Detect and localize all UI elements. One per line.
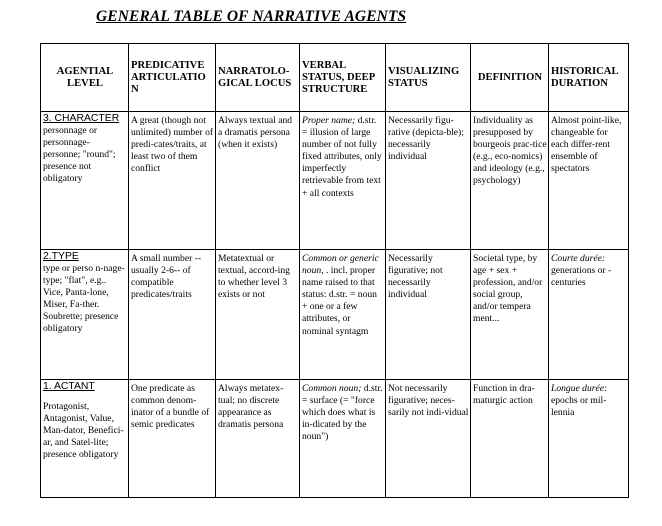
header-historical-duration: HISTORICAL DURATION <box>549 44 629 112</box>
verbal-text: d.str. = illusion of large number of not fully fixed attributes, only imperfectly retrievable from text + all contexts <box>302 115 382 199</box>
page-title: GENERAL TABLE OF NARRATIVE AGENTS <box>96 8 407 25</box>
cell-duration <box>549 380 629 498</box>
cell-duration <box>549 250 629 380</box>
cell-predicative: One predicate as common denom-inator of a bundle of semic predicates <box>129 380 216 498</box>
cell-locus: Always textual and a dramatis persona (when it exists) <box>216 112 300 250</box>
cell-duration: Almost point-like, changeable for each differ-rent ensemble of spectators <box>549 112 629 250</box>
verbal-lead: Common or generic noun, <box>302 253 379 277</box>
cell-visualizing: Not necessarily figurative; neces-sarily not indi-vidual <box>386 380 471 498</box>
verbal-lead: Proper name; <box>302 115 356 126</box>
duration-text: generations or -centuries <box>551 265 612 289</box>
duration-lead: Longue durée: <box>551 383 608 394</box>
cell-definition: Function in dra-maturgic action <box>471 380 549 498</box>
duration-text: epochs or mil-lennia <box>551 395 607 419</box>
table-row-actant <box>41 380 629 498</box>
cell-verbal-status <box>300 380 386 498</box>
verbal-text: d.str. = surface (= "force which does what is in-dicated by the noun") <box>302 383 383 443</box>
cell-locus: Always metatex-tual; no discrete appearance as dramatis persona <box>216 380 300 498</box>
table-row-type <box>41 250 629 380</box>
level-label: 2.TYPE <box>43 251 79 262</box>
cell-definition: Societal type, by age + sex + profession, and/or social group, and/or tempera ment... <box>471 250 549 380</box>
header-narratological-locus: NARRATOLO-GICAL LOCUS <box>216 44 300 112</box>
header-agential-level: AGENTIAL LEVEL <box>41 44 129 112</box>
cell-definition: Individuality as presupposed by bourgeois prac-tice (e.g., eco-nomics) and ideology (e.g., psychology) <box>471 112 549 250</box>
cell-visualizing: Necessarily figu-rative (depicta-ble); necessarily individual <box>386 112 471 250</box>
level-description: type or perso n-nage-type; "flat", e.g.. Vice, Panta-lone, Miser, Fa-ther. Soubrette; presence obligatory <box>43 263 125 335</box>
cell-verbal-status <box>300 112 386 250</box>
cell-predicative: A great (though not unlimited) number of predi-cates/traits, at least two of them conflict <box>129 112 216 250</box>
cell-predicative: A small number --usually 2-6-- of compatible predicates/traits <box>129 250 216 380</box>
cell-verbal-status <box>300 250 386 380</box>
header-predicative-articulation: PREDICATIVE ARTICULATIO N <box>129 44 216 112</box>
level-label: 3. CHARACTER <box>43 113 120 124</box>
header-definition: DEFINITION <box>471 44 549 112</box>
verbal-text: . incl. proper name raised to that status: d.str. = noun + one or a few attributes, or nominal syntagm <box>302 265 377 337</box>
cell-visualizing: Necessarily figurative; not necessarily individual <box>386 250 471 380</box>
header-visualizing-status: VISUALIZING STATUS <box>386 44 471 112</box>
table-row-character <box>41 112 629 250</box>
level-description: Protagonist, Antagonist, Value, Man-dator, Benefici-ar, and Satel-lite; presence obligatory <box>43 401 124 461</box>
level-label: 1. ACTANT <box>43 381 95 392</box>
verbal-lead: Common noun; <box>302 383 362 394</box>
cell-level-type <box>41 250 129 380</box>
cell-level-character <box>41 112 129 250</box>
header-verbal-status: VERBAL STATUS, DEEP STRUCTURE <box>300 44 386 112</box>
level-description: personnage or personnage-personne; "round"; presence not obligatory <box>43 125 116 185</box>
cell-locus: Metatextual or textual, accord-ing to whether level 3 exists or not <box>216 250 300 380</box>
cell-level-actant <box>41 380 129 498</box>
narrative-agents-table <box>40 43 629 498</box>
duration-lead: Courte durée: <box>551 253 606 264</box>
